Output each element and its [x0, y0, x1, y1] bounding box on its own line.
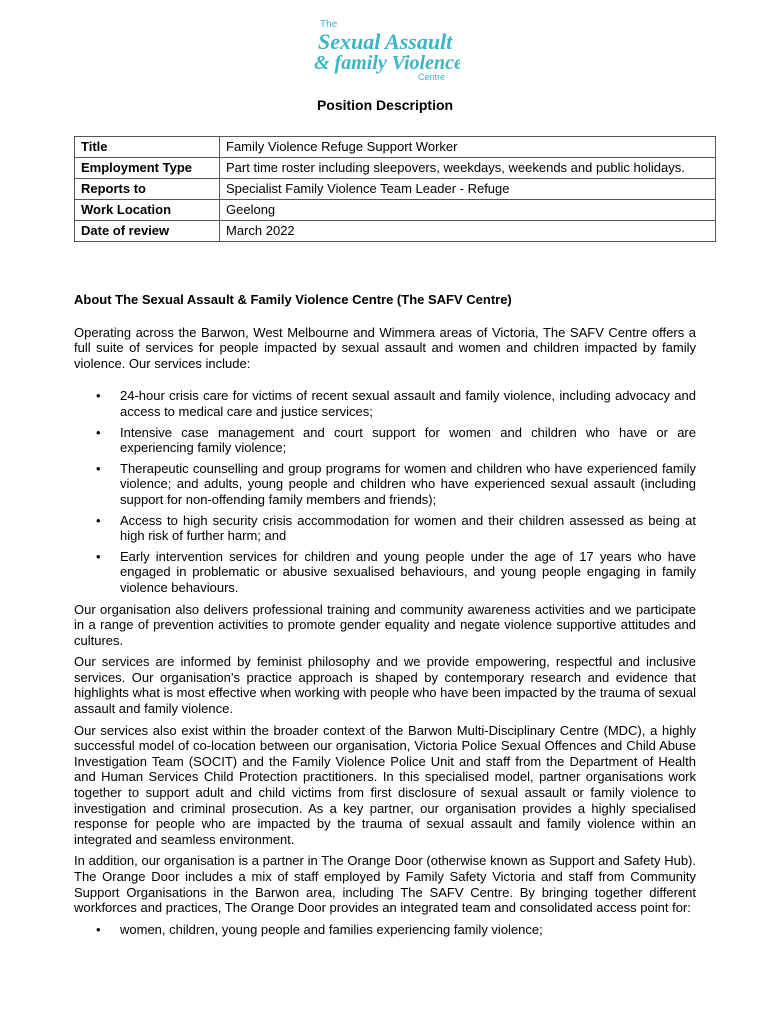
page-title: Position Description [316, 97, 454, 113]
table-row [75, 200, 716, 221]
bullet-icon: • [96, 512, 101, 528]
training-paragraph: Our organisation also delivers professional training and community awareness activities and we participate in a range of prevention activities to promote gender equality and negate violence supportive attitudes and cultures. [74, 601, 696, 648]
service-text: 24-hour crisis care for victims of recent sexual assault and family violence, including advocacy and access to medical care and justice services; [120, 388, 696, 419]
service-text: Intensive case management and court support for women and children who have or are experiencing family violence; [120, 424, 696, 456]
feminist-paragraph: Our services are informed by feminist philosophy and we provide empowering, respectful and inclusive services. Our organisation’s practice approach is shaped by contemporary research and evidence that highlights what is most effective when working with people who have been impacted by the trauma of sexual assault and family violence. [74, 654, 696, 717]
access-point-text: women, children, young people and families experiencing family violence; [120, 921, 543, 937]
service-text: Therapeutic counselling and group programs for women and children who have experienced family violence; and adults, young people and children who have experienced sexual assault (including support for non-offending family members and friends); [120, 460, 696, 507]
row-key-reports-to: Reports to [75, 179, 220, 200]
bullet-icon: • [96, 548, 101, 564]
position-info-table [74, 136, 716, 242]
mdc-paragraph: Our services also exist within the broader context of the Barwon Multi-Disciplinary Centre (MDC), a highly successful model of co-location between our organisation, Victoria Police Sexual Offences and Child Abuse Investigation Team (SOCIT) and the Family Violence Police Unit and staff from the Department of Health and Human Services Child Protection practitioners. In this specialised model, partner organisations work together to support adult and child victims from first disclosure of sexual assault or family violence to investigation and criminal prosecution. As a key partner, our organisation provides a highly specialised response for people who are impacted by the trauma of sexual assault and family violence within an integrated and seamless environment. [74, 722, 696, 847]
row-key-employment-type: Employment Type [75, 158, 220, 179]
table-row [75, 221, 716, 242]
access-points-list [74, 922, 696, 938]
logo-line-centre: Centre [418, 72, 446, 82]
bullet-icon: • [96, 460, 101, 476]
service-text: Early intervention services for children and young people under the age of 17 years who have engaged in problematic or abusive sexualised behaviours, and young people engaging in family violence behaviours. [120, 548, 696, 595]
row-value-work-location: Geelong [220, 200, 716, 221]
logo-graphic [310, 16, 460, 82]
row-key-date-of-review: Date of review [75, 221, 220, 242]
row-key-work-location: Work Location [75, 200, 220, 221]
intro-paragraph: Operating across the Barwon, West Melbourne and Wimmera areas of Victoria, The SAFV Centre offers a full suite of services for people impacted by sexual assault and women and children impacted by family violence. Our services include: [74, 324, 696, 371]
services-list [74, 388, 696, 595]
list-item [74, 549, 696, 596]
list-item [74, 513, 696, 544]
logo-line-family-violence: & family Violence [314, 52, 460, 74]
table-row [75, 179, 716, 200]
about-heading: About The Sexual Assault & Family Violence Centre (The SAFV Centre) [74, 292, 512, 307]
row-key-title: Title [75, 137, 220, 158]
bullet-icon: • [96, 388, 101, 404]
table-row [75, 137, 716, 158]
document-body [74, 292, 696, 943]
service-text: Access to high security crisis accommodation for women and their children assessed as being at high risk of further harm; and [120, 512, 696, 544]
row-value-employment-type: Part time roster including sleepovers, weekdays, weekends and public holidays. [220, 158, 716, 179]
row-value-reports-to: Specialist Family Violence Team Leader - Refuge [220, 179, 716, 200]
orange-door-paragraph: In addition, our organisation is a partner in The Orange Door (otherwise known as Support and Safety Hub). The Orange Door includes a mix of staff employed by Family Safety Victoria and staff from Community Support Organisations in the Barwon area, including The SAFV Centre. By bringing together different workforces and practices, The Orange Door provides an integrated team and consolidated access point for: [74, 853, 696, 916]
list-item [74, 922, 696, 938]
row-value-title: Family Violence Refuge Support Worker [220, 137, 716, 158]
row-value-date-of-review: March 2022 [220, 221, 716, 242]
table-row [75, 158, 716, 179]
bullet-icon: • [96, 424, 101, 440]
bullet-icon: • [96, 921, 101, 937]
list-item [74, 425, 696, 456]
list-item [74, 388, 696, 419]
logo-line-the: The [320, 19, 338, 30]
list-item [74, 461, 696, 508]
logo-line-sexual-assault: Sexual Assault [318, 29, 453, 54]
organisation-logo [310, 16, 460, 82]
